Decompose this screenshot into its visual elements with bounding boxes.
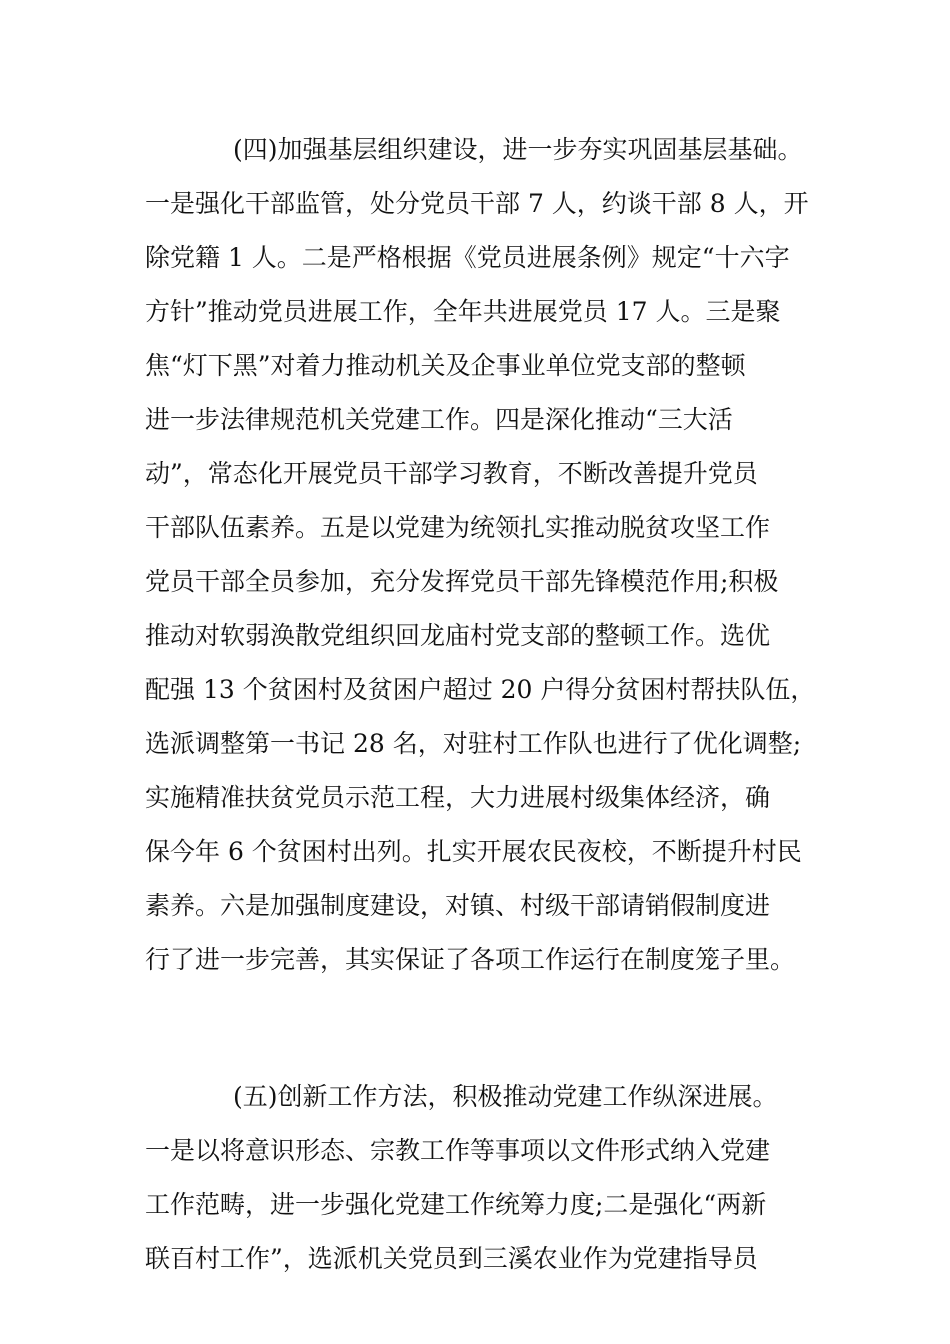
paragraph-section-4 [145,123,815,987]
paragraph-line: 联百村工作”，选派机关党员到三溪农业作为党建指导员 [145,1244,758,1273]
paragraph-line: 进一步法律规范机关党建工作。四是深化推动“三大活 [145,405,733,434]
paragraph-line: 动”，常态化开展党员干部学习教育，不断改善提升党员 [145,459,758,488]
paragraph-line: 干部队伍素养。五是以党建为统领扎实推动脱贫攻坚工作 [145,513,771,542]
paragraph-line: 焦“灯下黑”对着力推动机关及企事业单位党支部的整顿 [145,351,746,380]
paragraph-section-5 [145,1070,815,1286]
paragraph-line: 行了进一步完善，其实保证了各项工作运行在制度笼子里。 [145,945,796,974]
paragraph-line: 配强 13 个贫困村及贫困户超过 20 户得分贫困村帮扶队伍， [145,675,816,704]
paragraph-line: 实施精准扶贫党员示范工程，大力进展村级集体经济，确 [145,783,771,812]
paragraph-line: 保今年 6 个贫困村出列。扎实开展农民夜校，不断提升村民 [145,837,802,866]
paragraph-line: 素养。六是加强制度建设，对镇、村级干部请销假制度进 [145,891,771,920]
paragraph-line: 方针”推动党员进展工作，全年共进展党员 17 人。三是聚 [145,297,781,326]
paragraph-line: 党员干部全员参加，充分发挥党员干部先锋模范作用;积极 [145,567,779,596]
paragraph-line: 一是强化干部监管，处分党员干部 7 人，约谈干部 8 人，开 [145,189,809,218]
paragraph-line: (五)创新工作方法，积极推动党建工作纵深进展。 [233,1082,778,1111]
paragraph-line: (四)加强基层组织建设，进一步夯实巩固基层基础。 [233,135,803,164]
paragraph-line: 工作范畴，进一步强化党建工作统筹力度;二是强化“两新 [145,1190,767,1219]
paragraph-line: 选派调整第一书记 28 名，对驻村工作队也进行了优化调整; [145,729,802,758]
paragraph-line: 推动对软弱涣散党组织回龙庙村党支部的整顿工作。选优 [145,621,771,650]
paragraph-line: 除党籍 1 人。二是严格根据《党员进展条例》规定“十六字 [145,243,790,272]
paragraph-line: 一是以将意识形态、宗教工作等事项以文件形式纳入党建 [145,1136,771,1165]
